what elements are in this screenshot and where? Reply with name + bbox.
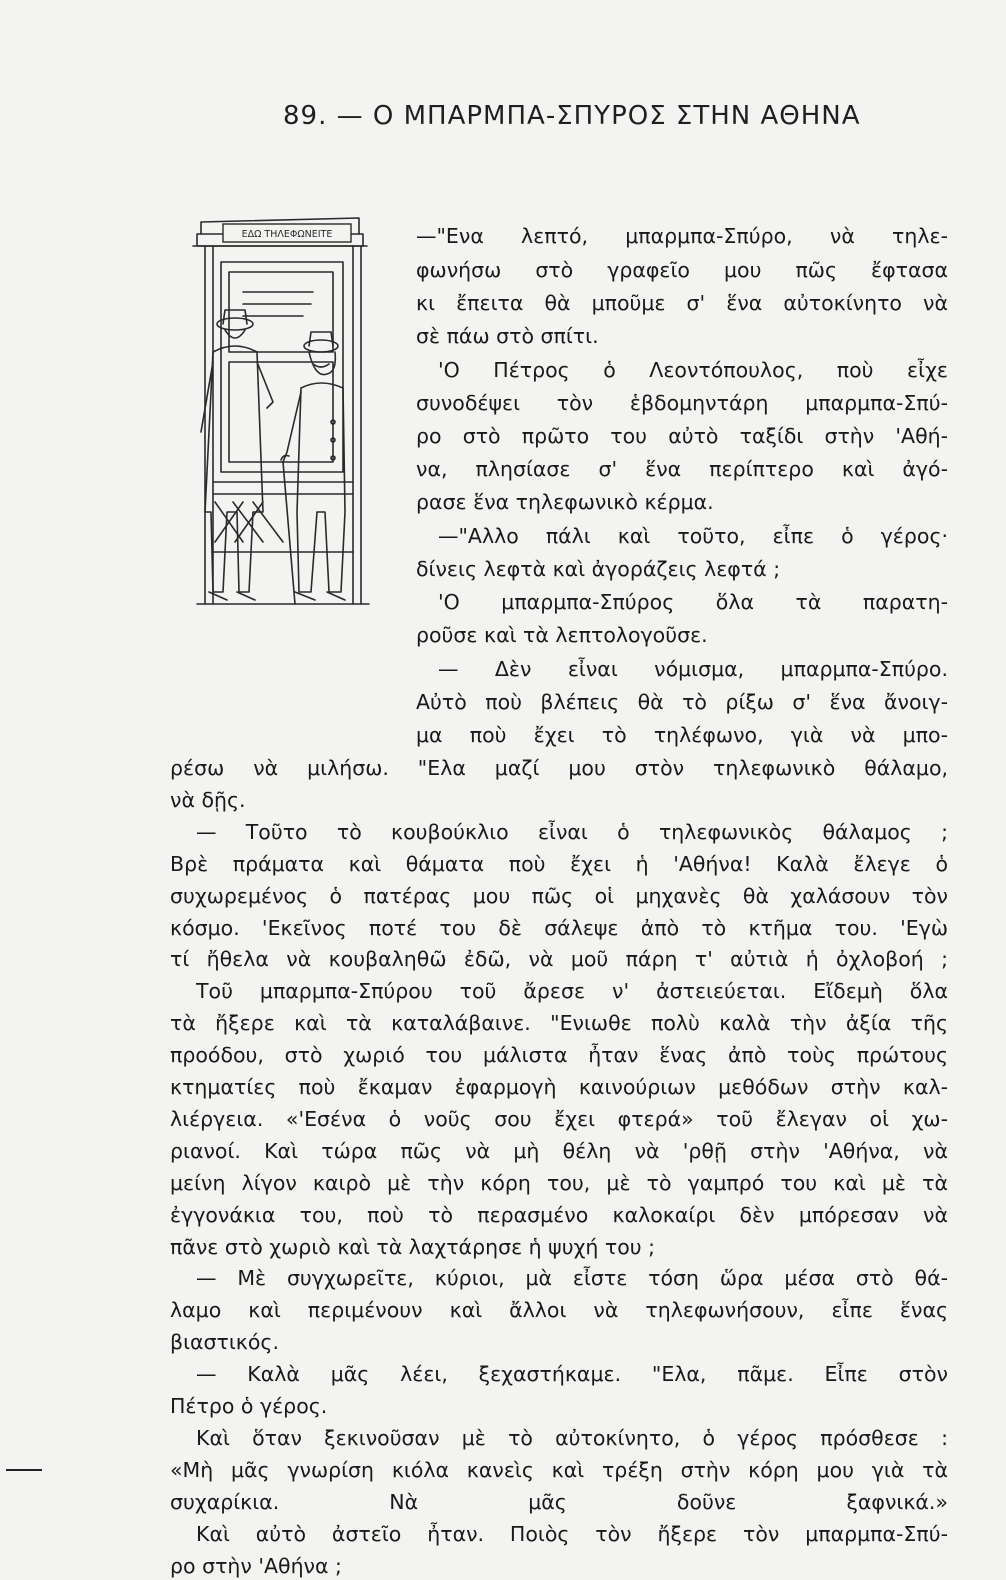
text-line: δίνεις λεφτὰ καὶ ἀγοράζεις λεφτά ;	[416, 557, 781, 581]
text-line: σὲ πάω στὸ σπίτι.	[416, 324, 599, 348]
text-line: λιέργεια. «'Εσένα ὁ νοῦς σου ἔχει φτερά» τοῦ ἔλεγαν οἱ χω-	[170, 1106, 948, 1131]
text-line: φωνήσω στὸ γραφεῖο μου πῶς ἔφτασα	[416, 258, 948, 282]
text-line: Αὐτὸ ποὺ βλέπεις θὰ τὸ ρίξω σ' ἕνα ἄνοιγ-	[416, 690, 948, 714]
text-line: συχαρίκια. Νὰ μᾶς δοῦνε ξαφνικά.»	[170, 1489, 948, 1514]
text-line: ριανοί. Καὶ τώρα πῶς νὰ μὴ θέλη νὰ 'ρθῇ στὴν 'Αθήνα, νὰ	[170, 1138, 948, 1163]
text-line: προόδου, στὸ χωριό του μάλιστα ἦταν ἕνας ἀπὸ τοὺς πρώτους	[170, 1043, 948, 1068]
text-line: —"Αλλο πάλι καὶ τοῦτο, εἶπε ὁ γέρος·	[438, 524, 948, 548]
text-line: τί ἤθελα νὰ κουβαληθῶ ἐδῶ, νὰ μοῦ πάρη τ' αὐτιὰ ἡ ὀχλοβοή ;	[170, 947, 948, 972]
text-line: Βρὲ πράματα καὶ θάματα ποὺ ἔχει ἡ 'Αθήνα! Καλὰ ἔλεγε ὁ	[170, 851, 948, 876]
text-line: — Μὲ συγχωρεῖτε, κύριοι, μὰ εἶστε τόση ὥρα μέσα στὸ θά-	[196, 1266, 948, 1291]
text-line: μείνη λίγον καιρὸ μὲ τὴν κόρη του, μὲ τὸ γαμπρό του καὶ μὲ τὰ	[170, 1170, 948, 1195]
text-line: ρο στὸ πρῶτο του αὐτὸ ταξίδι στὴν 'Αθή-	[416, 424, 948, 448]
text-line: πᾶνε στὸ χωριὸ καὶ τὰ λαχτάρησε ἡ ψυχή του ;	[170, 1234, 656, 1259]
text-line: Πέτρο ὁ γέρος.	[170, 1394, 328, 1418]
text-line: να, πλησίασε σ' ἕνα περίπτερο καὶ ἀγό-	[416, 457, 948, 481]
text-line: τὰ ἤξερε καὶ τὰ καταλάβαινε. "Ενιωθε πολὺ καλὰ τὴν ἀξία τῆς	[170, 1011, 948, 1036]
text-line: νὰ δῇς.	[170, 787, 246, 812]
telephone-booth-illustration	[183, 212, 383, 622]
text-line: ροῦσε καὶ τὰ λεπτολογοῦσε.	[416, 623, 708, 647]
text-line: 'Ο μπαρμπα-Σπύρος ὅλα τὰ παρατη-	[438, 590, 948, 614]
text-line: συνοδέψει τὸν ἑβδομηντάρη μπαρμπα-Σπύ-	[416, 391, 948, 415]
page-edge-mark	[6, 1469, 42, 1471]
chapter-title: 89. — Ο ΜΠΑΡΜΠΑ-ΣΠΥΡΟΣ ΣΤΗΝ ΑΘΗΝΑ	[283, 101, 861, 131]
text-line: —"Ενα λεπτό, μπαρμπα-Σπύρο, νὰ τηλε-	[416, 224, 948, 248]
text-line: — Δὲν εἶναι νόμισμα, μπαρμπα-Σπύρο.	[438, 657, 948, 681]
text-line: κτηματίες ποὺ ἔκαμαν ἐφαρμογὴ καινούριων μεθόδων στὴν καλ-	[170, 1075, 948, 1099]
text-line: κι ἔπειτα θὰ μποῦμε σ' ἕνα αὐτοκίνητο νὰ	[416, 291, 948, 315]
text-line: ρο στὴν 'Αθήνα ;	[170, 1553, 342, 1578]
text-line: μα ποὺ ἔχει τὸ τηλέφωνο, γιὰ νὰ μπο-	[416, 723, 948, 747]
text-line: «Μὴ μᾶς γνωρίση κιόλα κανεὶς καὶ τρέξη στὴν κόρη μου γιὰ τὰ	[170, 1457, 948, 1482]
text-line: 'Ο Πέτρος ὁ Λεοντόπουλος, ποὺ εἶχε	[438, 358, 948, 382]
booth-sign-text: ΕΔΩ ΤΗΛΕΦΩΝΕΙΤΕ	[241, 229, 333, 240]
text-line: βιαστικός.	[170, 1330, 279, 1355]
text-line: συχωρεμένος ὁ πατέρας μου πῶς οἱ μηχανὲς θὰ χαλάσουν τὸν	[170, 883, 948, 908]
text-line: ρέσω νὰ μιλήσω. "Ελα μαζί μου στὸν τηλεφωνικὸ θάλαμο,	[170, 756, 948, 780]
text-line: — Καλὰ μᾶς λέει, ξεχαστήκαμε. "Ελα, πᾶμε. Εἶπε στὸν	[196, 1362, 948, 1387]
text-line: ἐγγονάκια του, ποὺ τὸ περασμένο καλοκαίρι δὲν μπόρεσαν νὰ	[170, 1202, 948, 1227]
text-line: κόσμο. 'Εκεῖνος ποτέ του δὲ σάλεψε ἀπὸ τὸ κτῆμα του. 'Εγὼ	[170, 915, 948, 940]
text-line: ρασε ἕνα τηλεφωνικὸ κέρμα.	[416, 490, 714, 514]
text-line: Τοῦ μπαρμπα-Σπύρου τοῦ ἄρεσε ν' ἀστειεύεται. Εἴδεμὴ ὅλα	[196, 979, 948, 1004]
text-line: Καὶ αὐτὸ ἀστεῖο ἦταν. Ποιὸς τὸν ἤξερε τὸν μπαρμπα-Σπύ-	[196, 1521, 948, 1546]
text-line: Καὶ ὅταν ξεκινοῦσαν μὲ τὸ αὐτοκίνητο, ὁ γέρος πρόσθεσε :	[196, 1425, 948, 1450]
text-line: λαμο καὶ περιμένουν καὶ ἄλλοι νὰ τηλεφωνήσουν, εἶπε ἕνας	[170, 1298, 948, 1323]
text-line: — Τοῦτο τὸ κουβούκλιο εἶναι ὁ τηλεφωνικὸς θάλαμος ;	[196, 819, 948, 844]
